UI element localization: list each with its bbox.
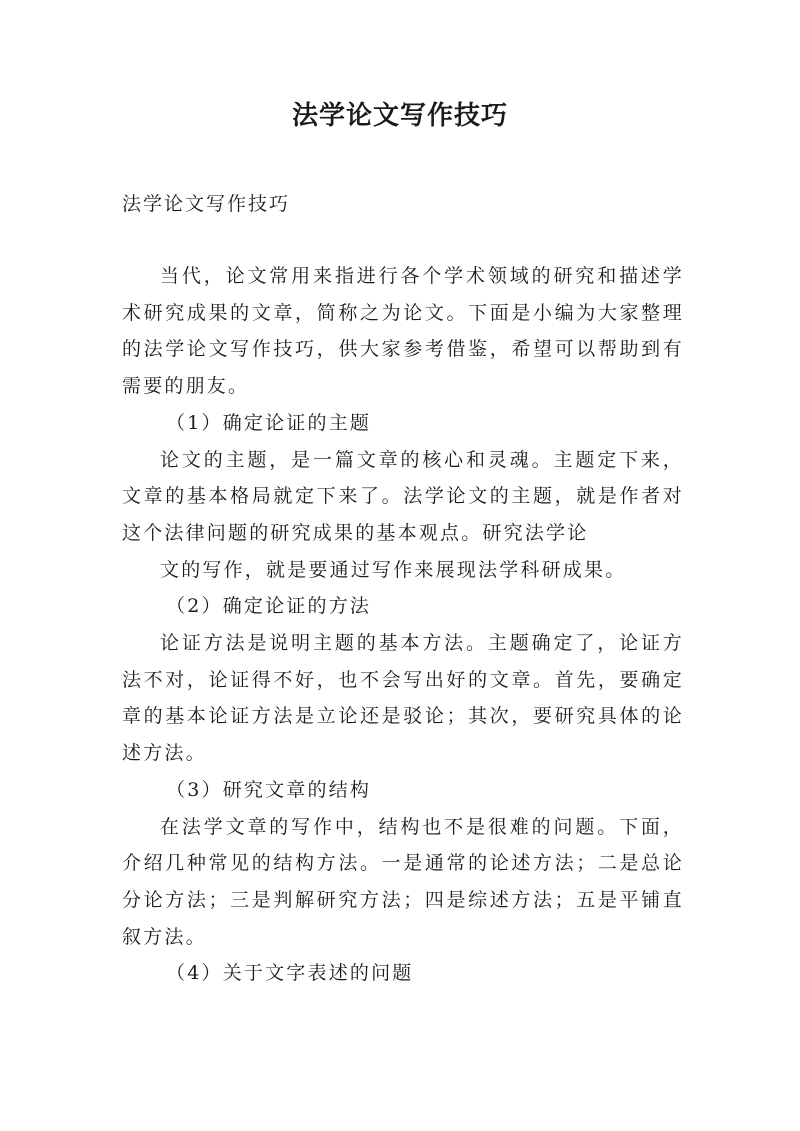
section-heading-3: （3）研究文章的结构	[166, 778, 372, 801]
section-1-paragraph: 论文的主题，是一篇文章的核心和灵魂。主题定下来，文章的基本格局就定下来了。法学论文的主题，就是作者对这个法律问题的研究成果的基本观点。研究法学论	[122, 448, 684, 544]
intro-paragraph: 当代，论文常用来指进行各个学术领域的研究和描述学术研究成果的文章，简称之为论文。下面是小编为大家整理的法学论文写作技巧，供大家参考借鉴，希望可以帮助到有需要的朋友。	[122, 265, 684, 398]
document-body	[122, 258, 684, 992]
section-2-paragraph: 论证方法是说明主题的基本方法。主题确定了，论证方法不对，论证得不好，也不会写出好的文章。首先，要确定章的基本论证方法是立论还是驳论；其次，要研究具体的论述方法。	[122, 632, 684, 765]
section-heading-4: （4）关于文字表述的问题	[166, 962, 414, 985]
document-title: 法学论文写作技巧	[291, 101, 508, 131]
section-heading-2: （2）确定论证的方法	[166, 595, 372, 618]
section-3-paragraph: 在法学文章的写作中，结构也不是很难的问题。下面，介绍几种常见的结构方法。一是通常的论述方法；二是总论分论方法；三是判解研究方法；四是综述方法；五是平铺直叙方法。	[122, 815, 684, 948]
section-heading-1: （1）确定论证的主题	[166, 411, 372, 434]
section-1-continuation: 文的写作，就是要通过写作来展现法学科研成果。	[160, 558, 627, 581]
document-subtitle: 法学论文写作技巧	[122, 193, 291, 215]
